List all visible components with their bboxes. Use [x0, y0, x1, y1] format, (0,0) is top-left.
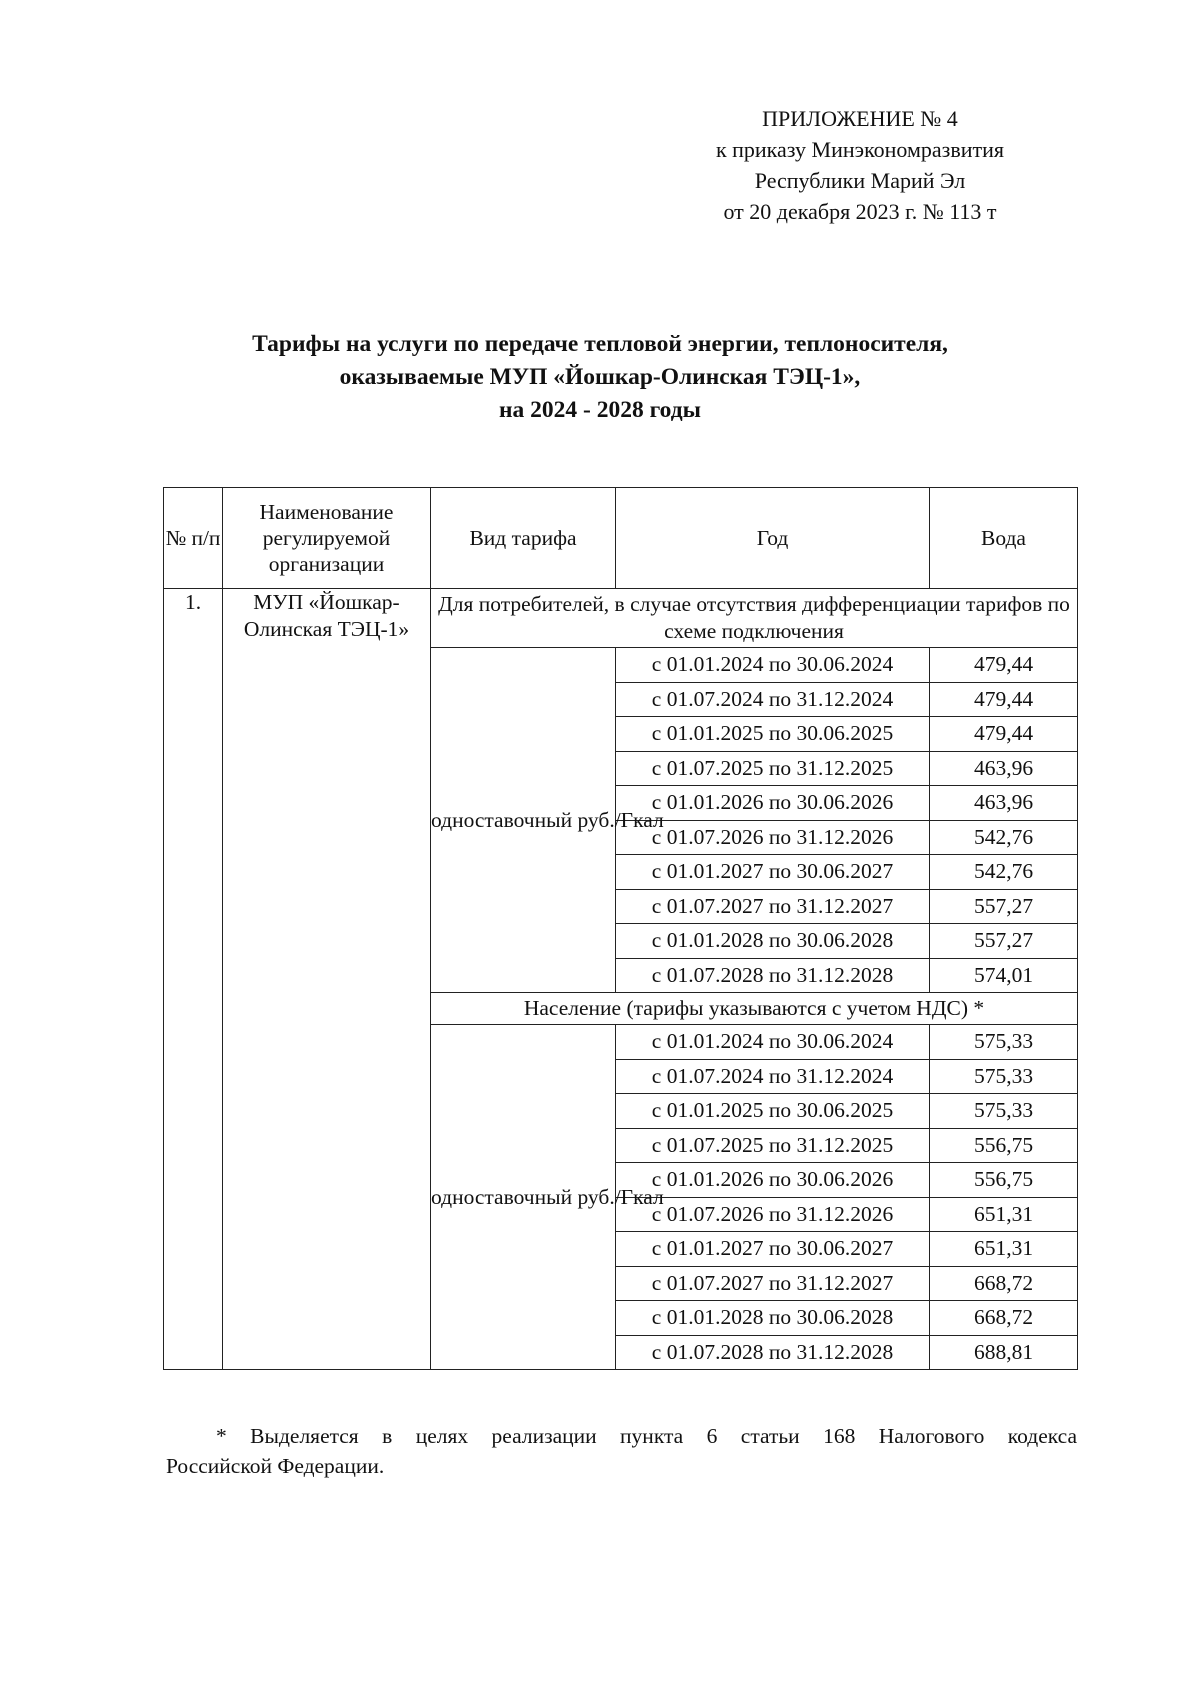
- value-cell: 479,44: [930, 682, 1078, 717]
- table-body: [164, 589, 1078, 1370]
- period-cell: с 01.01.2024 по 30.06.2024: [616, 648, 930, 683]
- row-number: 1.: [164, 589, 223, 1370]
- value-cell: 463,96: [930, 751, 1078, 786]
- title-line-2: оказываемые МУП «Йошкар-Олинская ТЭЦ-1»,: [339, 364, 861, 390]
- period-cell: с 01.07.2025 по 31.12.2025: [616, 1128, 930, 1163]
- period-cell: с 01.01.2028 по 30.06.2028: [616, 1301, 930, 1336]
- appendix-block: [650, 103, 1070, 227]
- value-cell: 574,01: [930, 958, 1078, 993]
- period-cell: с 01.07.2024 по 31.12.2024: [616, 1059, 930, 1094]
- period-cell: с 01.07.2028 по 31.12.2028: [616, 1335, 930, 1370]
- period-cell: с 01.01.2028 по 30.06.2028: [616, 924, 930, 959]
- value-cell: 479,44: [930, 717, 1078, 752]
- footnote-line-1: * Выделяется в целях реализации пункта 6 статьи 168 Налогового кодекса: [216, 1424, 1077, 1448]
- appendix-republic: Республики Марий Эл: [754, 168, 966, 193]
- period-cell: с 01.01.2024 по 30.06.2024: [616, 1025, 930, 1060]
- period-cell: с 01.07.2027 по 31.12.2027: [616, 889, 930, 924]
- title-line-3: на 2024 - 2028 годы: [498, 397, 701, 423]
- value-cell: 542,76: [930, 820, 1078, 855]
- footnote-line-2: Российской Федерации.: [166, 1454, 385, 1478]
- value-cell: 556,75: [930, 1128, 1078, 1163]
- header-value: Вода: [930, 488, 1078, 589]
- period-cell: с 01.07.2026 по 31.12.2026: [616, 820, 930, 855]
- period-cell: с 01.01.2025 по 30.06.2025: [616, 1094, 930, 1129]
- value-cell: 575,33: [930, 1059, 1078, 1094]
- value-cell: 651,31: [930, 1197, 1078, 1232]
- period-cell: с 01.01.2027 по 30.06.2027: [616, 1232, 930, 1267]
- value-cell: 668,72: [930, 1301, 1078, 1336]
- appendix-date: от 20 декабря 2023 г. № 113 т: [723, 199, 997, 224]
- organization-name: МУП «Йошкар-Олинская ТЭЦ-1»: [223, 589, 431, 1370]
- group-1-label-row: [164, 589, 1078, 648]
- tariff-type-cell: одноставочный руб./Гкал: [431, 1025, 616, 1370]
- period-cell: с 01.07.2027 по 31.12.2027: [616, 1266, 930, 1301]
- document-title: [120, 328, 1080, 427]
- appendix-number: ПРИЛОЖЕНИЕ № 4: [762, 106, 958, 131]
- period-cell: с 01.01.2026 по 30.06.2026: [616, 786, 930, 821]
- appendix-order-ref: к приказу Минэкономразвития: [715, 137, 1005, 162]
- header-num: № п/п: [164, 488, 223, 589]
- value-cell: 651,31: [930, 1232, 1078, 1267]
- value-cell: 688,81: [930, 1335, 1078, 1370]
- value-cell: 463,96: [930, 786, 1078, 821]
- value-cell: 557,27: [930, 889, 1078, 924]
- header-type: Вид тарифа: [431, 488, 616, 589]
- table-header-row: [164, 488, 1078, 589]
- tariff-table: [163, 487, 1078, 1370]
- period-cell: с 01.01.2025 по 30.06.2025: [616, 717, 930, 752]
- value-cell: 575,33: [930, 1094, 1078, 1129]
- header-org: Наименование регулируемой организации: [223, 488, 431, 589]
- period-cell: с 01.07.2026 по 31.12.2026: [616, 1197, 930, 1232]
- period-cell: с 01.01.2026 по 30.06.2026: [616, 1163, 930, 1198]
- group-1-label: Для потребителей, в случае отсутствия дифференциации тарифов по схеме подключения: [431, 589, 1078, 648]
- period-cell: с 01.07.2028 по 31.12.2028: [616, 958, 930, 993]
- title-line-1: Тарифы на услуги по передаче тепловой энергии, теплоносителя,: [252, 331, 948, 357]
- period-cell: с 01.07.2025 по 31.12.2025: [616, 751, 930, 786]
- value-cell: 668,72: [930, 1266, 1078, 1301]
- period-cell: с 01.01.2027 по 30.06.2027: [616, 855, 930, 890]
- value-cell: 479,44: [930, 648, 1078, 683]
- value-cell: 542,76: [930, 855, 1078, 890]
- value-cell: 557,27: [930, 924, 1078, 959]
- footnote: [166, 1421, 1077, 1481]
- tariff-type-cell: одноставочный руб./Гкал: [431, 648, 616, 993]
- header-year: Год: [616, 488, 930, 589]
- group-2-label: Население (тарифы указываются с учетом НДС) *: [431, 993, 1078, 1025]
- value-cell: 556,75: [930, 1163, 1078, 1198]
- period-cell: с 01.07.2024 по 31.12.2024: [616, 682, 930, 717]
- value-cell: 575,33: [930, 1025, 1078, 1060]
